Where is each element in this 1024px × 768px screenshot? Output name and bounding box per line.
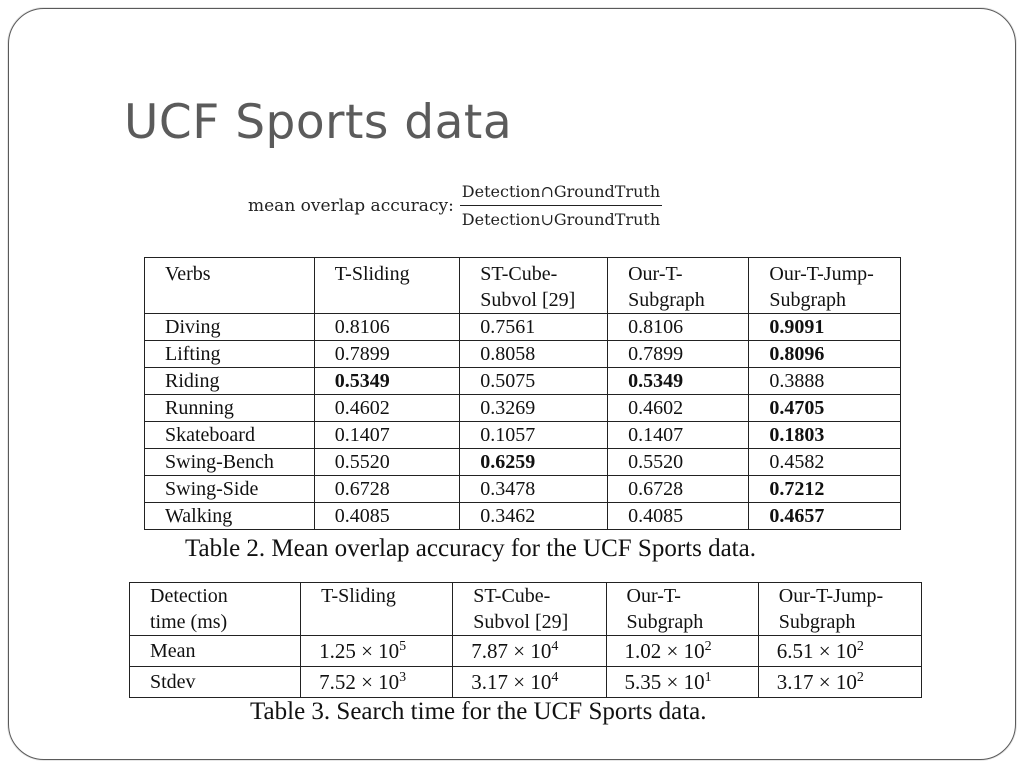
value-cell: 0.3269	[460, 395, 608, 422]
value-cell: 0.1057	[460, 422, 608, 449]
mean-overlap-formula	[248, 181, 662, 231]
value-cell: 0.5075	[460, 368, 608, 395]
value-cell: 0.5520	[314, 449, 459, 476]
header-cell: ST-Cube- Subvol [29]	[453, 583, 606, 636]
time-cell: $7.52 \times 10^3$	[301, 667, 453, 698]
search-time-table	[129, 582, 922, 698]
value-cell: 0.3888	[749, 368, 901, 395]
verb-cell: Diving	[145, 314, 315, 341]
verb-cell: Running	[145, 395, 315, 422]
value-cell-best: 0.5349	[608, 368, 749, 395]
table-row	[145, 368, 901, 395]
table3-caption: Table 3. Search time for the UCF Sports data.	[250, 698, 707, 725]
value-cell: 0.4085	[314, 503, 459, 530]
formula-denominator: Detection∪GroundTruth	[461, 210, 661, 229]
verb-cell: Lifting	[145, 341, 315, 368]
verb-cell: Riding	[145, 368, 315, 395]
value-cell: 0.4582	[749, 449, 901, 476]
value-cell: 0.8106	[314, 314, 459, 341]
verb-cell: Walking	[145, 503, 315, 530]
verb-cell: Swing-Bench	[145, 449, 315, 476]
header-cell: Our-T-Jump- Subgraph	[749, 258, 901, 314]
value-cell: 0.6728	[608, 476, 749, 503]
value-cell: 0.8106	[608, 314, 749, 341]
header-cell: Verbs	[145, 258, 315, 314]
value-cell: 0.7899	[314, 341, 459, 368]
value-cell: 0.1407	[314, 422, 459, 449]
formula-fraction	[460, 181, 662, 231]
time-cell: $3.17 \times 10^4$	[453, 667, 606, 698]
row-label: Mean	[130, 636, 301, 667]
time-cell: $1.02 \times 10^2$	[606, 636, 758, 667]
value-cell: 0.4602	[314, 395, 459, 422]
table-row	[145, 314, 901, 341]
header-cell: Our-T- Subgraph	[608, 258, 749, 314]
value-cell: 0.4602	[608, 395, 749, 422]
header-cell: Detection time (ms)	[130, 583, 301, 636]
table-row	[130, 667, 922, 698]
value-cell: 0.6728	[314, 476, 459, 503]
value-cell-best: 0.4705	[749, 395, 901, 422]
verb-cell: Swing-Side	[145, 476, 315, 503]
header-cell: Our-T-Jump- Subgraph	[758, 583, 921, 636]
header-cell: ST-Cube- Subvol [29]	[460, 258, 608, 314]
table-row	[145, 422, 901, 449]
table2-caption: Table 2. Mean overlap accuracy for the UCF Sports data.	[185, 535, 756, 562]
time-cell: $1.25 \times 10^5$	[301, 636, 453, 667]
value-cell-best: 0.1803	[749, 422, 901, 449]
value-cell-best: 0.5349	[314, 368, 459, 395]
value-cell-best: 0.9091	[749, 314, 901, 341]
header-cell: T-Sliding	[301, 583, 453, 636]
table-row	[145, 476, 901, 503]
value-cell-best: 0.6259	[460, 449, 608, 476]
value-cell: 0.3478	[460, 476, 608, 503]
fraction-bar	[460, 205, 662, 206]
value-cell: 0.1407	[608, 422, 749, 449]
table-header-row	[130, 583, 922, 636]
value-cell: 0.8058	[460, 341, 608, 368]
header-cell: Our-T- Subgraph	[606, 583, 758, 636]
table-row	[145, 395, 901, 422]
slide-title: UCF Sports data	[124, 95, 513, 150]
table-row	[130, 636, 922, 667]
value-cell-best: 0.4657	[749, 503, 901, 530]
value-cell: 0.3462	[460, 503, 608, 530]
time-cell: $5.35 \times 10^1$	[606, 667, 758, 698]
accuracy-table	[144, 257, 901, 530]
time-cell: $7.87 \times 10^4$	[453, 636, 606, 667]
header-cell: T-Sliding	[314, 258, 459, 314]
value-cell: 0.4085	[608, 503, 749, 530]
formula-numerator: Detection∩GroundTruth	[461, 182, 661, 201]
formula-label: mean overlap accuracy:	[248, 196, 454, 216]
row-label: Stdev	[130, 667, 301, 698]
value-cell-best: 0.8096	[749, 341, 901, 368]
value-cell-best: 0.7212	[749, 476, 901, 503]
value-cell: 0.5520	[608, 449, 749, 476]
value-cell: 0.7899	[608, 341, 749, 368]
table-header-row	[145, 258, 901, 314]
verb-cell: Skateboard	[145, 422, 315, 449]
value-cell: 0.7561	[460, 314, 608, 341]
time-cell: $3.17 \times 10^2$	[758, 667, 921, 698]
table-row	[145, 449, 901, 476]
table-row	[145, 503, 901, 530]
time-cell: $6.51 \times 10^2$	[758, 636, 921, 667]
table-row	[145, 341, 901, 368]
